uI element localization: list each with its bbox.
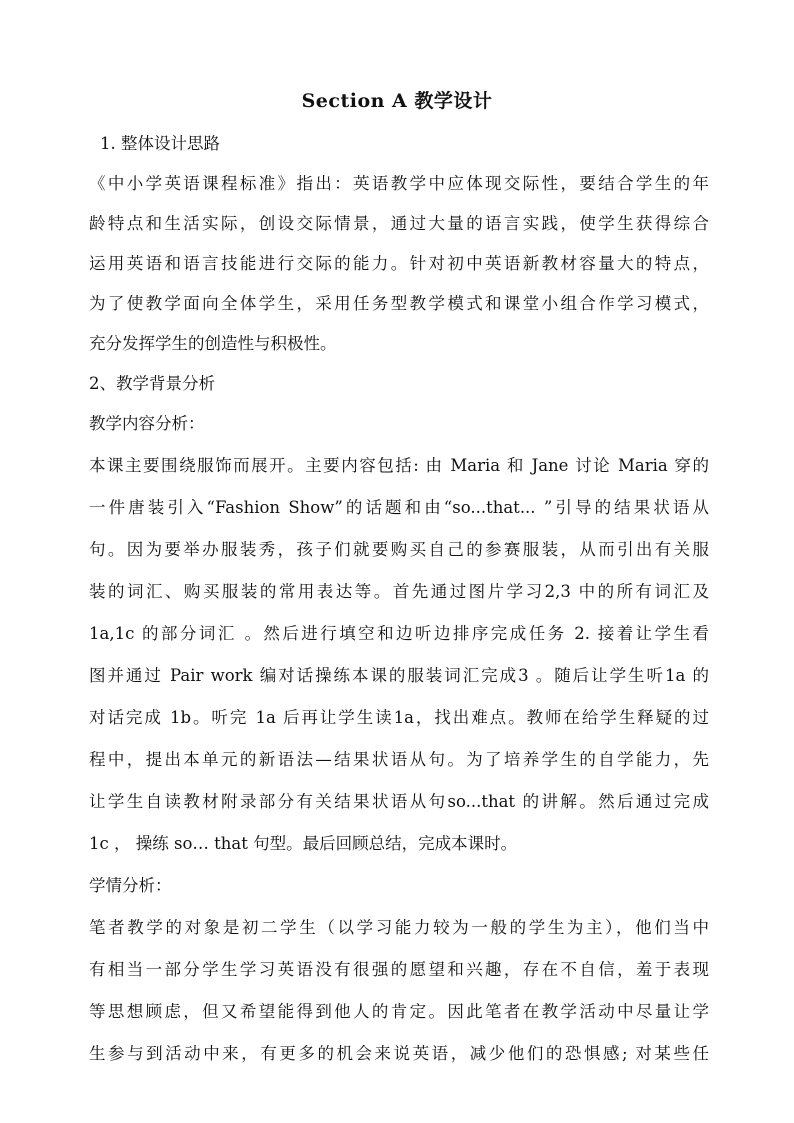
- heading-overall-design: 1. 整体设计思路: [100, 134, 220, 153]
- paragraph-line: 装的词汇、购买服装的常用表达等。首先通过图片学习2,3 中的所有词汇及: [89, 582, 709, 601]
- paragraph-line: 生参与到活动中来，有更多的机会来说英语，减少他们的恐惧感; 对某些任: [89, 1044, 709, 1063]
- paragraph-line: 本课主要围绕服饰而展开。主要内容包括: 由 Maria 和 Jane 讨论 Maria 穿的: [89, 456, 709, 475]
- paragraph-line: 让学生自读教材附录部分有关结果状语从句so...that 的讲解。然后通过完成: [89, 792, 709, 811]
- paragraph-line: 1a,1c 的部分词汇 。然后进行填空和边听边排序完成任务 2. 接着让学生看: [89, 624, 709, 643]
- paragraph-line: 《中小学英语课程标准》指出：英语教学中应体现交际性，要结合学生的年: [89, 174, 709, 193]
- heading-background-analysis: 2、教学背景分析: [89, 374, 215, 393]
- subheading-content-analysis: 教学内容分析：: [89, 414, 205, 433]
- paragraph-line: 笔者教学的对象是初二学生（以学习能力较为一般的学生为主），他们当中: [89, 918, 709, 937]
- paragraph-line: 对话完成 1b。听完 1a 后再让学生读1a，找出难点。教师在给学生释疑的过: [89, 708, 709, 727]
- paragraph-line: 为了使教学面向全体学生，采用任务型教学模式和课堂小组合作学习模式，: [89, 294, 709, 313]
- paragraph-line: 1c ， 操练 so… that 句型。最后回顾总结，完成本课时。: [89, 834, 518, 853]
- paragraph-line: 图并通过 Pair work 编对话操练本课的服装词汇完成3 。随后让学生听1a 的: [89, 666, 709, 685]
- paragraph-line: 一件唐装引入“Fashion Show”的话题和由“so...that... ”引导的结果状语从: [89, 498, 709, 517]
- paragraph-line: 程中，提出本单元的新语法—结果状语从句。为了培养学生的自学能力，先: [89, 750, 709, 769]
- subheading-student-analysis: 学情分析：: [89, 876, 172, 895]
- paragraph-line: 充分发挥学生的创造性与积极性。: [89, 334, 337, 353]
- paragraph-line: 龄特点和生活实际，创设交际情景，通过大量的语言实践，使学生获得综合: [89, 214, 709, 233]
- paragraph-line: 句。因为要举办服装秀，孩子们就要购买自己的参赛服装，从而引出有关服: [89, 540, 709, 559]
- paragraph-line: 等思想顾虑，但又希望能得到他人的肯定。因此笔者在教学活动中尽量让学: [89, 1002, 709, 1021]
- page-title: Section A 教学设计: [301, 90, 493, 112]
- paragraph-line: 运用英语和语言技能进行交际的能力。针对初中英语新教材容量大的特点，: [89, 254, 709, 273]
- paragraph-line: 有相当一部分学生学习英语没有很强的愿望和兴趣，存在不自信，羞于表现: [89, 960, 709, 979]
